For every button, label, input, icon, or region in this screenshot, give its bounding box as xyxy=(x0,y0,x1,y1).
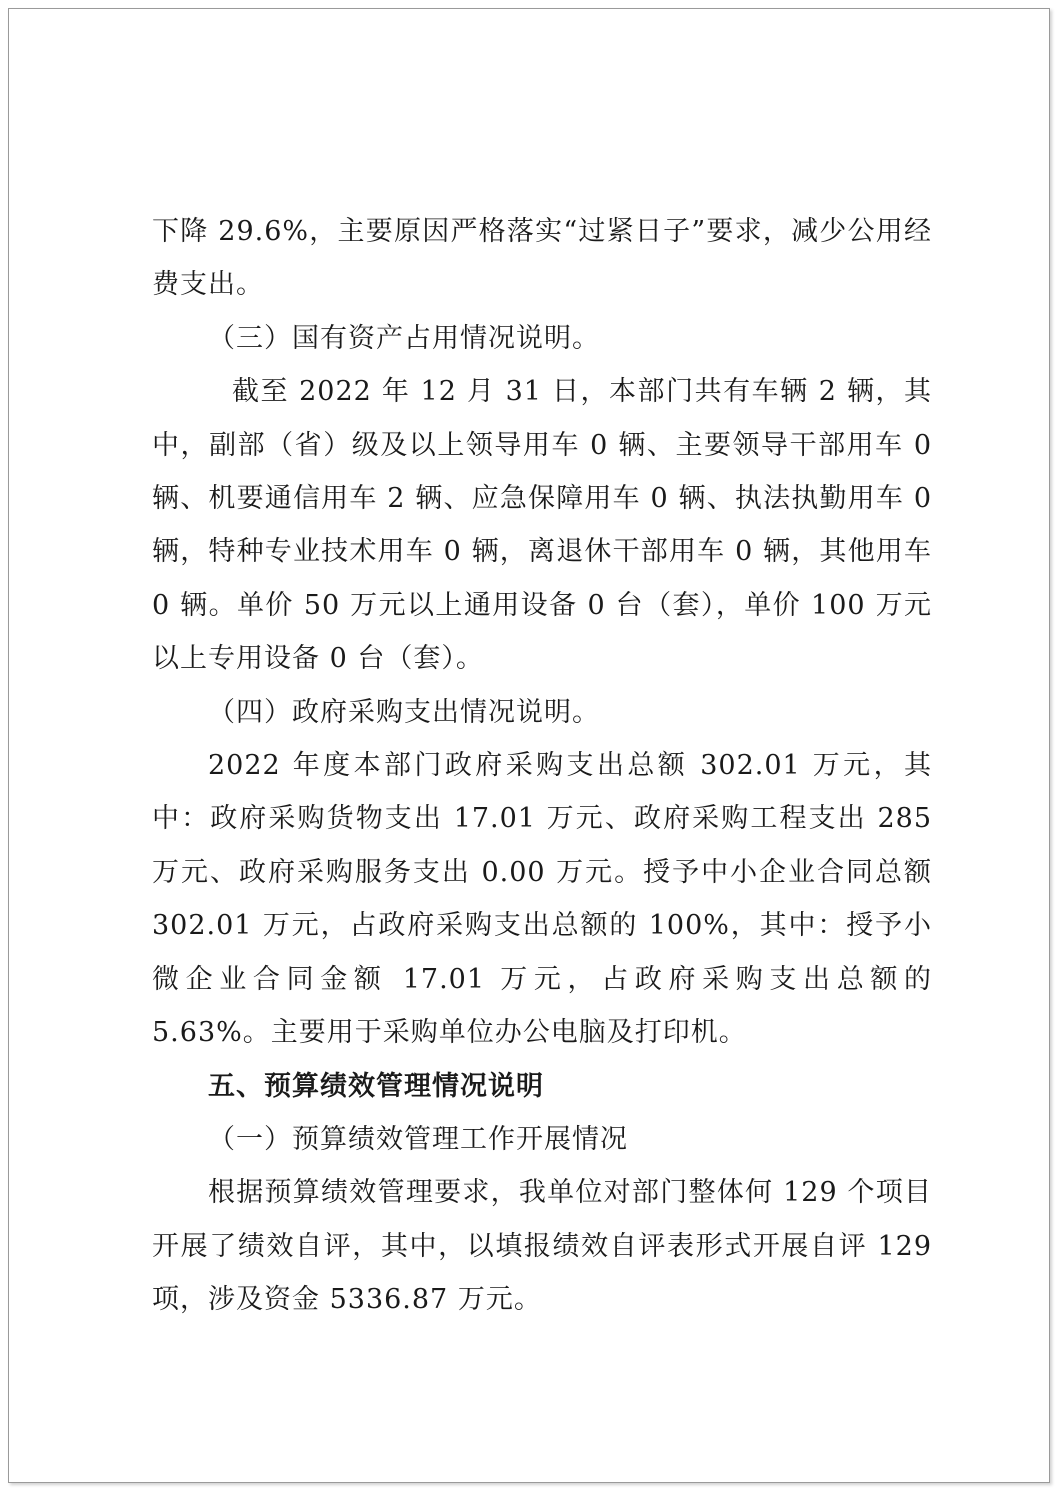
paragraph-performance-self-evaluation: 根据预算绩效管理要求，我单位对部门整体何 129 个项目开展了绩效自评，其中，以填报绩效自评表形式开展自评 129 项，涉及资金 5336.87 万元。 xyxy=(152,1177,932,1316)
subheading-performance-work: （一）预算绩效管理工作开展情况 xyxy=(208,1123,628,1155)
paragraph-vehicles-equipment: 截至 2022 年 12 月 31 日，本部门共有车辆 2 辆，其中，副部（省）级及以上领导用车 0 辆、主要领导干部用车 0 辆、机要通信用车 2 辆、应急保障用车 0 辆、执法执勤用车 0 辆，特种专业技术用车 0 辆，离退休干部用车 0 辆，其他用车 0 辆。单价 50 万元以上通用设备 0 台（套），单价 100 万元以上专用设备 0 台（套）。 xyxy=(152,376,932,675)
document-body xyxy=(152,205,932,1327)
subheading-government-procurement: （四）政府采购支出情况说明。 xyxy=(208,696,600,728)
paragraph-procurement-details: 2022 年度本部门政府采购支出总额 302.01 万元，其中：政府采购货物支出 17.01 万元、政府采购工程支出 285 万元、政府采购服务支出 0.00 万元。授予中小企业合同总额 302.01 万元，占政府采购支出总额的 100%，其中：授予小微企业合同金额 17.01 万元，占政府采购支出总额的 5.63%。主要用于采购单位办公电脑及打印机。 xyxy=(152,750,932,1049)
document-page xyxy=(8,8,1050,1483)
paragraph-expense-decline: 下降 29.6%，主要原因严格落实“过紧日子”要求，减少公用经费支出。 xyxy=(152,216,932,301)
section-heading-budget-performance: 五、预算绩效管理情况说明 xyxy=(208,1070,544,1102)
subheading-state-assets: （三）国有资产占用情况说明。 xyxy=(208,322,600,354)
